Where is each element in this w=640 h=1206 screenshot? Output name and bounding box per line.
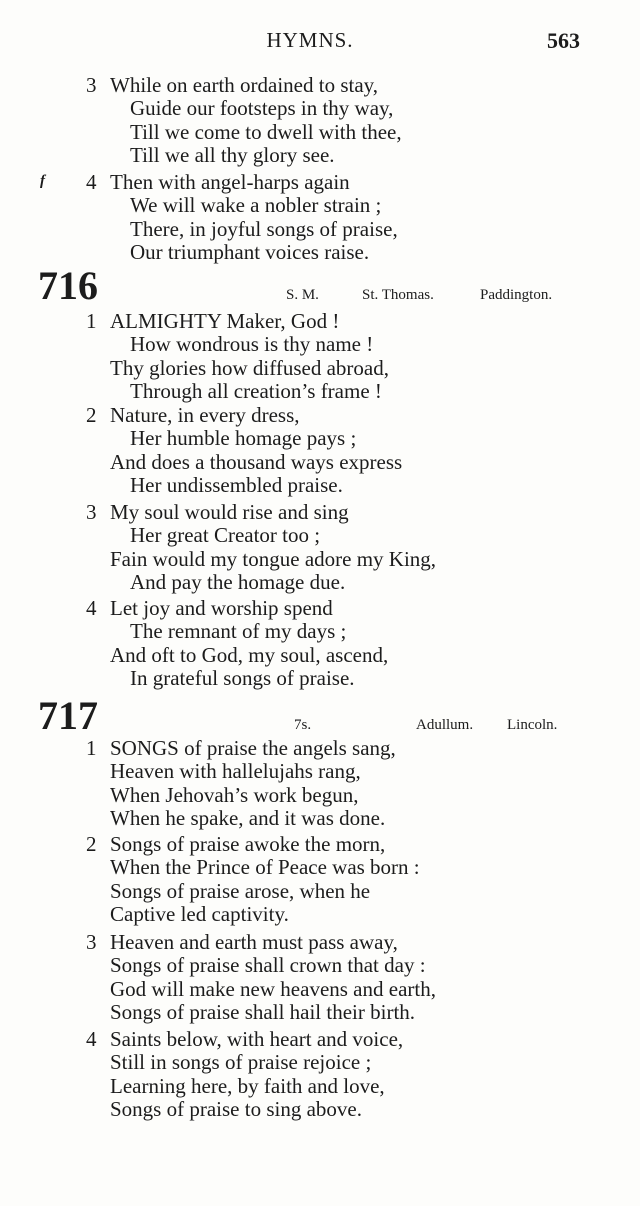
hymn-meter: S. M. (286, 287, 319, 303)
verse-number: 4 (86, 596, 97, 620)
verse-lines (110, 737, 620, 831)
verse-line: SONGS of praise the angels sang, (110, 736, 396, 760)
running-title: HYMNS. (266, 28, 354, 52)
verse-number: 1 (86, 736, 97, 760)
verse-line: And does a thousand ways express (110, 449, 403, 474)
verse-lines (110, 597, 620, 691)
verse-lines (110, 931, 620, 1025)
verse-number: 2 (86, 832, 97, 856)
verse-line: And oft to God, my soul, ascend, (110, 642, 389, 667)
verse-line: There, in joyful songs of praise, (130, 216, 398, 241)
verse-lines (110, 1028, 620, 1122)
verse-line: Songs of praise awoke the morn, (110, 832, 386, 856)
verse-line: Saints below, with heart and voice, (110, 1027, 404, 1051)
page-number: 563 (547, 28, 580, 53)
verse-line: Guide our footsteps in thy way, (130, 96, 394, 121)
verse-line: Then with angel-harps again (110, 170, 350, 194)
verse-line: And pay the homage due. (130, 570, 346, 595)
running-head (0, 28, 640, 56)
verse-line: Songs of praise shall crown that day : (110, 953, 426, 978)
hymn-tune: Adullum. (416, 717, 474, 733)
verse-number: 4 (86, 1027, 97, 1051)
verse-line: Our triumphant voices raise. (130, 240, 370, 265)
verse-line: My soul would rise and sing (110, 500, 349, 524)
verse-line: God will make new heavens and earth, (110, 976, 436, 1001)
hymn-meter: 7s. (294, 717, 312, 733)
verse-line: How wondrous is thy name ! (130, 332, 374, 357)
verse-line: Songs of praise to sing above. (110, 1097, 362, 1122)
verse-line: We will wake a nobler strain ; (130, 193, 382, 218)
verse-line: In grateful songs of praise. (130, 666, 355, 691)
verse-line: Till we all thy glory see. (130, 143, 335, 168)
verse-line: Her great Creator too ; (130, 523, 321, 548)
verse-line: Her humble homage pays ; (130, 426, 357, 451)
hymn-tune: Lincoln. (507, 717, 558, 733)
verse-line: Let joy and worship spend (110, 596, 333, 620)
dynamic-marking: f (40, 173, 45, 189)
verse-line: Heaven with hallelujahs rang, (110, 759, 361, 784)
verse-line: Captive led captivity. (110, 902, 289, 927)
verse-line: The remnant of my days ; (130, 619, 347, 644)
hymn-tune: St. Thomas. (362, 287, 434, 303)
hymn-number: 717 (38, 693, 98, 738)
verse-line: Songs of praise shall hail their birth. (110, 1000, 416, 1025)
verse-line: Songs of praise arose, when he (110, 878, 371, 903)
hymn-number: 716 (38, 263, 98, 308)
verse-line: When the Prince of Peace was born : (110, 855, 420, 880)
verse-lines (110, 171, 620, 265)
verse-line: Her undissembled praise. (130, 473, 343, 498)
verse-lines (110, 74, 620, 168)
verse-number: 2 (86, 403, 97, 427)
hymn-tune: Paddington. (480, 287, 553, 303)
verse-line: Learning here, by faith and love, (110, 1073, 385, 1098)
verse-line: ALMIGHTY Maker, God ! (110, 309, 340, 333)
verse-line: While on earth ordained to stay, (110, 73, 379, 97)
verse-lines (110, 833, 620, 927)
verse-line: Heaven and earth must pass away, (110, 930, 398, 954)
verse-number: 3 (86, 73, 97, 97)
verse-number: 4 (86, 170, 97, 194)
verse-line: Nature, in every dress, (110, 403, 300, 427)
verse-line: Fain would my tongue adore my King, (110, 546, 437, 571)
verse-lines (110, 501, 620, 595)
verse-line: Thy glories how diffused abroad, (110, 355, 389, 380)
verse-number: 3 (86, 500, 97, 524)
verse-number: 3 (86, 930, 97, 954)
verse-number: 1 (86, 309, 97, 333)
verse-line: Through all creation’s frame ! (130, 379, 382, 404)
verse-line: Till we come to dwell with thee, (130, 119, 402, 144)
verse-line: Still in songs of praise rejoice ; (110, 1050, 372, 1075)
verse-line: When Jehovah’s work begun, (110, 782, 359, 807)
verse-line: When he spake, and it was done. (110, 806, 386, 831)
verse-lines (110, 404, 620, 498)
verse-lines (110, 310, 620, 404)
